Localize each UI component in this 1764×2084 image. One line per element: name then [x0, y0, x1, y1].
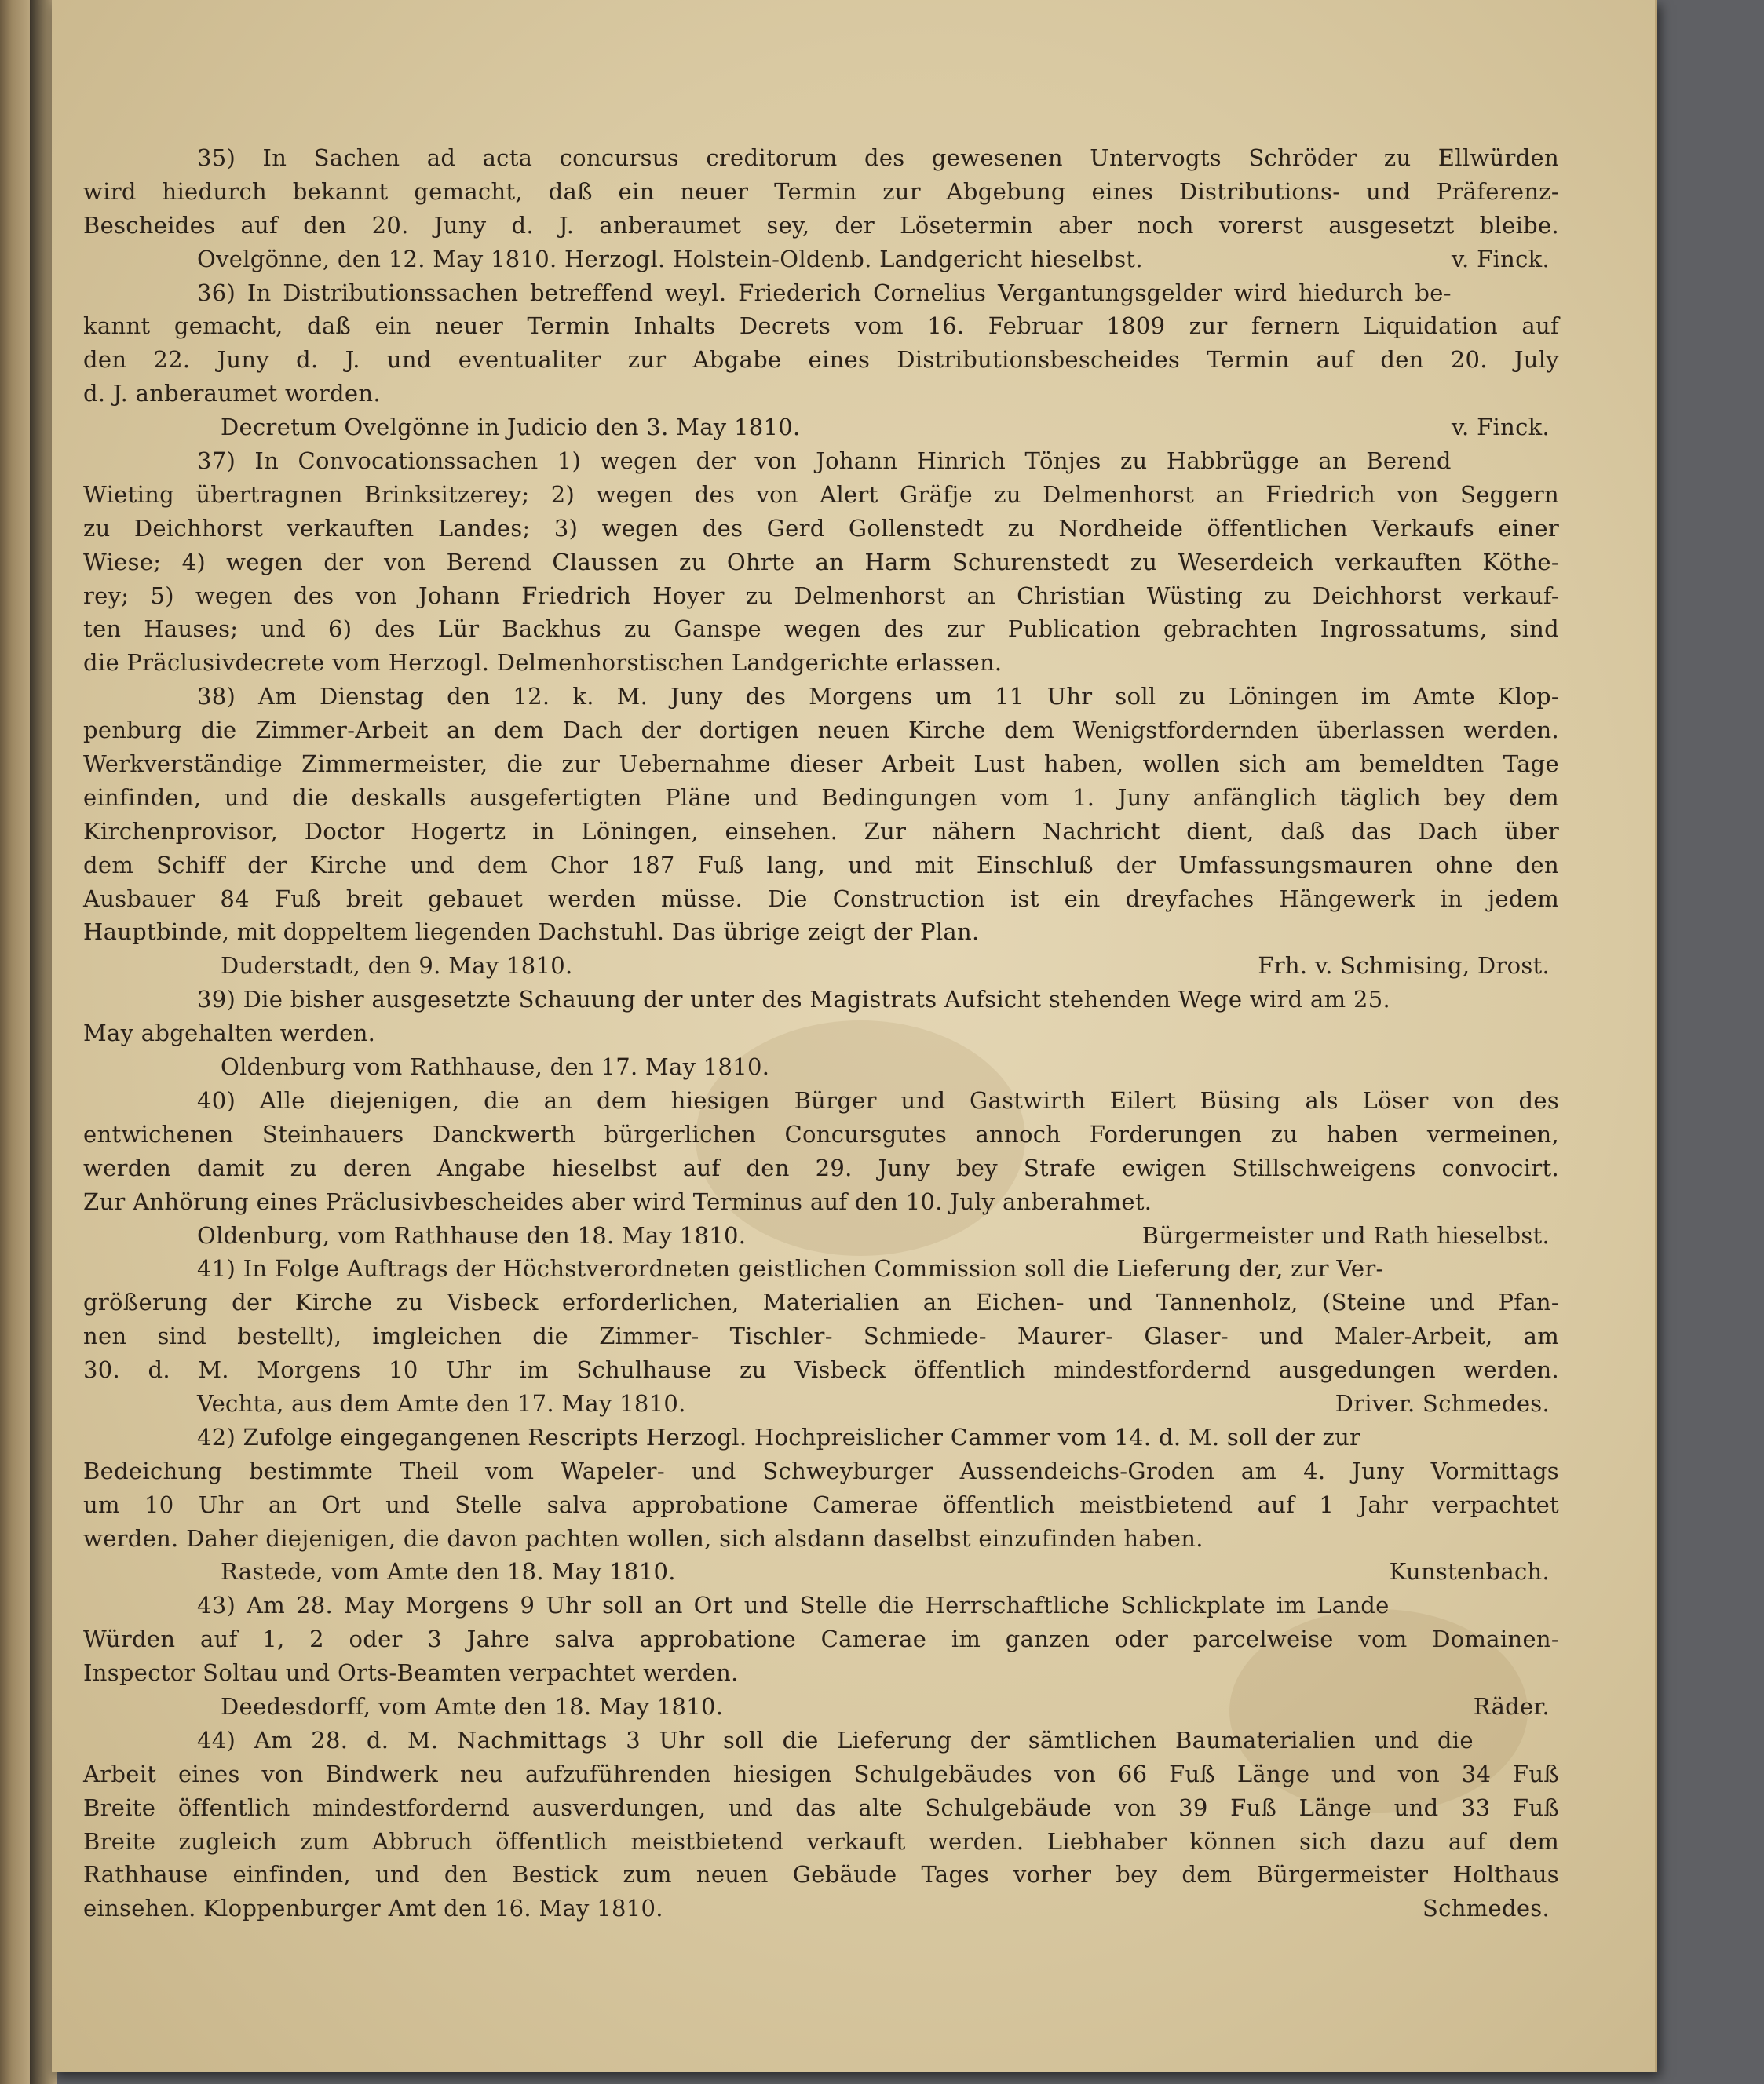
- document-page: [52, 0, 1657, 2072]
- line-text: entwichenen Steinhauers Danckwerth bürgerlichen Concursgutes annoch Forderungen zu haben vermeinen,: [83, 1120, 1559, 1148]
- line-text: Oldenburg, vom Rathhause den 18. May 1810.: [197, 1221, 747, 1249]
- line-text: Arbeit eines von Bindwerk neu aufzuführenden hiesigen Schulgebäudes von 66 Fuß Länge und von 34 Fuß: [83, 1760, 1559, 1787]
- line-text: Würden auf 1, 2 oder 3 Jahre salva approbatione Camerae im ganzen oder parcelweise vom Domainen-: [83, 1626, 1559, 1653]
- notice-text-block: [83, 141, 1559, 1925]
- signature: Bürgermeister und Rath hieselbst.: [1141, 1221, 1550, 1249]
- text-line: [83, 1488, 1559, 1522]
- text-line: [83, 1252, 1559, 1286]
- text-line: [83, 1016, 1559, 1050]
- line-text: Ausbauer 84 Fuß breit gebauet werden müsse. Die Construction ist ein dreyfaches Hängewerk in jedem: [83, 885, 1559, 912]
- left-page-edge: [0, 0, 30, 2084]
- line-text: d. J. anberaumet worden.: [83, 380, 381, 407]
- line-text: den 22. Juny d. J. und eventualiter zur Abgabe eines Distributionsbescheides Termin auf den 20. July: [83, 346, 1559, 374]
- line-text: Vechta, aus dem Amte den 17. May 1810.: [197, 1389, 686, 1417]
- text-line: [83, 243, 1559, 276]
- line-text: nen sind bestellt), imgleichen die Zimmer- Tischler- Schmiede- Maurer- Glaser- und Maler-Arbeit, am: [83, 1323, 1559, 1350]
- text-line: [83, 1151, 1559, 1185]
- text-line: [83, 1825, 1559, 1859]
- line-text: die Präclusivdecrete vom Herzogl. Delmenhorstischen Landgerichte erlassen.: [83, 649, 1003, 677]
- text-line: [83, 612, 1559, 646]
- line-text: penburg die Zimmer-Arbeit an dem Dach der dortigen neuen Kirche dem Wenigstfordernden überlassen werden.: [83, 717, 1559, 744]
- signature: Kunstenbach.: [1389, 1558, 1550, 1586]
- line-text: Rathhause einfinden, und den Bestick zum neuen Gebäude Tages vorher bey dem Bürgermeister Holthaus: [83, 1861, 1559, 1889]
- line-text: Wieting übertragnen Brinksitzerey; 2) wegen des von Alert Gräfje zu Delmenhorst an Friedrich von Seggern: [83, 480, 1559, 508]
- line-text: Kirchenprovisor, Doctor Hogertz in Löningen, einsehen. Zur nähern Nachricht dient, daß das Dach über: [83, 817, 1559, 845]
- line-text: 43) Am 28. May Morgens 9 Uhr soll an Ort und Stelle die Herrschaftliche Schlickplate im Lande: [197, 1592, 1390, 1619]
- text-line: [83, 1319, 1559, 1353]
- line-text: wird hiedurch bekannt gemacht, daß ein neuer Termin zur Abgebung eines Distributions- und Präferenz-: [83, 177, 1559, 205]
- signature: v. Finck.: [1451, 414, 1550, 441]
- text-line: [83, 1387, 1559, 1421]
- signature: v. Finck.: [1451, 245, 1550, 272]
- line-text: 35) In Sachen ad acta concursus creditorum des gewesenen Untervogts Schröder zu Ellwürden: [197, 144, 1559, 171]
- line-text: einfinden, und die deskalls ausgefertigten Pläne und Bedingungen vom 1. Juny anfänglich täglich bey dem: [83, 783, 1559, 811]
- text-line: [83, 1084, 1559, 1118]
- line-text: 42) Zufolge eingegangenen Rescripts Herzogl. Hochpreislicher Cammer vom 14. d. M. soll der zur: [197, 1423, 1361, 1451]
- line-text: Zur Anhörung eines Präclusivbescheides aber wird Terminus auf den 10. July anberahmet.: [83, 1188, 1152, 1215]
- text-line: [83, 1555, 1559, 1589]
- line-text: Wiese; 4) wegen der von Berend Claussen zu Ohrte an Harm Schurenstedt zu Weserdeich verkauften Köthe-: [83, 548, 1559, 575]
- line-text: ten Hauses; und 6) des Lür Backhus zu Ganspe wegen des zur Publication gebrachten Ingrossatums, sind: [83, 615, 1559, 643]
- text-line: [83, 714, 1559, 747]
- text-line: [83, 747, 1559, 781]
- line-text: Werkverständige Zimmermeister, die zur Uebernahme dieser Arbeit Lust haben, wollen sich am bemeldten Tage: [83, 750, 1559, 778]
- text-line: [83, 512, 1559, 546]
- line-text: Deedesdorff, vom Amte den 18. May 1810.: [221, 1692, 724, 1720]
- text-line: [83, 1791, 1559, 1825]
- line-text: 44) Am 28. d. M. Nachmittags 3 Uhr soll die Lieferung der sämtlichen Baumaterialien und die: [197, 1726, 1474, 1754]
- text-line: [83, 646, 1559, 680]
- line-text: Duderstadt, den 9. May 1810.: [221, 952, 573, 980]
- line-text: 39) Die bisher ausgesetzte Schauung der unter des Magistrats Aufsicht stehenden Wege wird am 25.: [197, 986, 1390, 1013]
- line-text: Decretum Ovelgönne in Judicio den 3. May 1810.: [221, 414, 801, 441]
- line-text: Breite zugleich zum Abbruch öffentlich meistbietend verkauft werden. Liebhaber können sich dazu auf dem: [83, 1827, 1559, 1855]
- text-line: [83, 478, 1559, 512]
- line-text: rey; 5) wegen des von Johann Friedrich Hoyer zu Delmenhorst an Christian Wüsting zu Deichhorst verkauf-: [83, 582, 1559, 609]
- text-line: [83, 882, 1559, 916]
- line-text: kannt gemacht, daß ein neuer Termin Inhalts Decrets vom 16. Februar 1809 zur fernern Liquidation auf: [83, 312, 1559, 340]
- text-line: [83, 444, 1559, 478]
- line-text: größerung der Kirche zu Visbeck erforderlichen, Materialien an Eichen- und Tannenholz, (Steine und Pfan-: [83, 1289, 1559, 1316]
- line-text: Rastede, vom Amte den 18. May 1810.: [221, 1558, 676, 1586]
- text-line: [83, 1724, 1559, 1757]
- text-line: [83, 1858, 1559, 1892]
- line-text: 41) In Folge Auftrags der Höchstverordneten geistlichen Commission soll die Lieferung der, zur Ver-: [197, 1255, 1384, 1283]
- text-line: [83, 546, 1559, 579]
- text-line: [83, 276, 1559, 310]
- line-text: 30. d. M. Morgens 10 Uhr im Schulhause zu Visbeck öffentlich mindestfordernd ausgedungen werden.: [83, 1356, 1559, 1384]
- line-text: einsehen. Kloppenburger Amt den 16. May 1810.: [83, 1895, 663, 1922]
- line-text: Bedeichung bestimmte Theil vom Wapeler- und Schweyburger Aussendeichs-Groden am 4. Juny Vormittags: [83, 1457, 1559, 1484]
- line-text: Oldenburg vom Rathhause, den 17. May 1810.: [221, 1053, 770, 1081]
- signature: Driver. Schmedes.: [1335, 1389, 1550, 1417]
- line-text: 38) Am Dienstag den 12. k. M. Juny des Morgens um 11 Uhr soll zu Löningen im Amte Klop-: [197, 683, 1559, 710]
- text-line: [83, 1622, 1559, 1656]
- text-line: [83, 209, 1559, 243]
- line-text: um 10 Uhr an Ort und Stelle salva approbatione Camerae öffentlich meistbietend auf 1 Jahr verpachtet: [83, 1491, 1559, 1518]
- line-text: zu Deichhorst verkauften Landes; 3) wegen des Gerd Gollenstedt zu Nordheide öffentlichen Verkaufs einer: [83, 514, 1559, 542]
- text-line: [83, 1118, 1559, 1151]
- text-line: [83, 1690, 1559, 1724]
- line-text: werden damit zu deren Angabe hieselbst auf den 29. Juny bey Strafe ewigen Stillschweigens convocirt.: [83, 1154, 1559, 1181]
- text-line: [83, 343, 1559, 377]
- text-line: [83, 1454, 1559, 1488]
- text-line: [83, 680, 1559, 714]
- signature: Räder.: [1473, 1692, 1550, 1720]
- line-text: May abgehalten werden.: [83, 1020, 376, 1047]
- line-text: Ovelgönne, den 12. May 1810. Herzogl. Holstein-Oldenb. Landgericht hieselbst.: [197, 245, 1143, 272]
- text-line: [83, 1421, 1559, 1454]
- text-line: [83, 141, 1559, 175]
- line-text: Hauptbinde, mit doppeltem liegenden Dachstuhl. Das übrige zeigt der Plan.: [83, 918, 980, 946]
- line-text: 40) Alle diejenigen, die an dem hiesigen Bürger und Gastwirth Eilert Büsing als Löser von des: [197, 1086, 1559, 1114]
- text-line: [83, 849, 1559, 882]
- text-line: [83, 1050, 1559, 1084]
- text-line: [83, 411, 1559, 444]
- line-text: Inspector Soltau und Orts-Beamten verpachtet werden.: [83, 1659, 739, 1687]
- text-line: [83, 175, 1559, 209]
- line-text: Bescheides auf den 20. Juny d. J. anberaumet sey, der Lösetermin aber noch vorerst ausgesetzt bleibe.: [83, 211, 1559, 239]
- text-line: [83, 1892, 1559, 1925]
- text-line: [83, 1185, 1559, 1219]
- text-line: [83, 983, 1559, 1016]
- line-text: Breite öffentlich mindestfordernd ausverdungen, und das alte Schulgebäude von 39 Fuß Länge und 33 Fuß: [83, 1794, 1559, 1821]
- text-line: [83, 915, 1559, 949]
- text-line: [83, 1589, 1559, 1622]
- line-text: werden. Daher diejenigen, die davon pachten wollen, sich alsdann daselbst einzufinden haben.: [83, 1524, 1203, 1552]
- line-text: 36) In Distributionssachen betreffend weyl. Friederich Cornelius Vergantungsgelder wird hiedurch be-: [197, 279, 1452, 306]
- signature: Schmedes.: [1423, 1895, 1550, 1922]
- line-text: 37) In Convocationssachen 1) wegen der von Johann Hinrich Tönjes zu Habbrügge an Berend: [197, 447, 1452, 475]
- line-text: dem Schiff der Kirche und dem Chor 187 Fuß lang, und mit Einschluß der Umfassungsmauren ohne den: [83, 851, 1559, 878]
- text-line: [83, 309, 1559, 343]
- text-line: [83, 781, 1559, 815]
- signature: Frh. v. Schmising, Drost.: [1258, 952, 1550, 980]
- text-line: [83, 1522, 1559, 1556]
- text-line: [83, 949, 1559, 983]
- text-line: [83, 1219, 1559, 1253]
- text-line: [83, 1353, 1559, 1387]
- text-line: [83, 1656, 1559, 1690]
- text-line: [83, 579, 1559, 613]
- text-line: [83, 1757, 1559, 1791]
- text-line: [83, 1286, 1559, 1319]
- text-line: [83, 377, 1559, 411]
- text-line: [83, 815, 1559, 849]
